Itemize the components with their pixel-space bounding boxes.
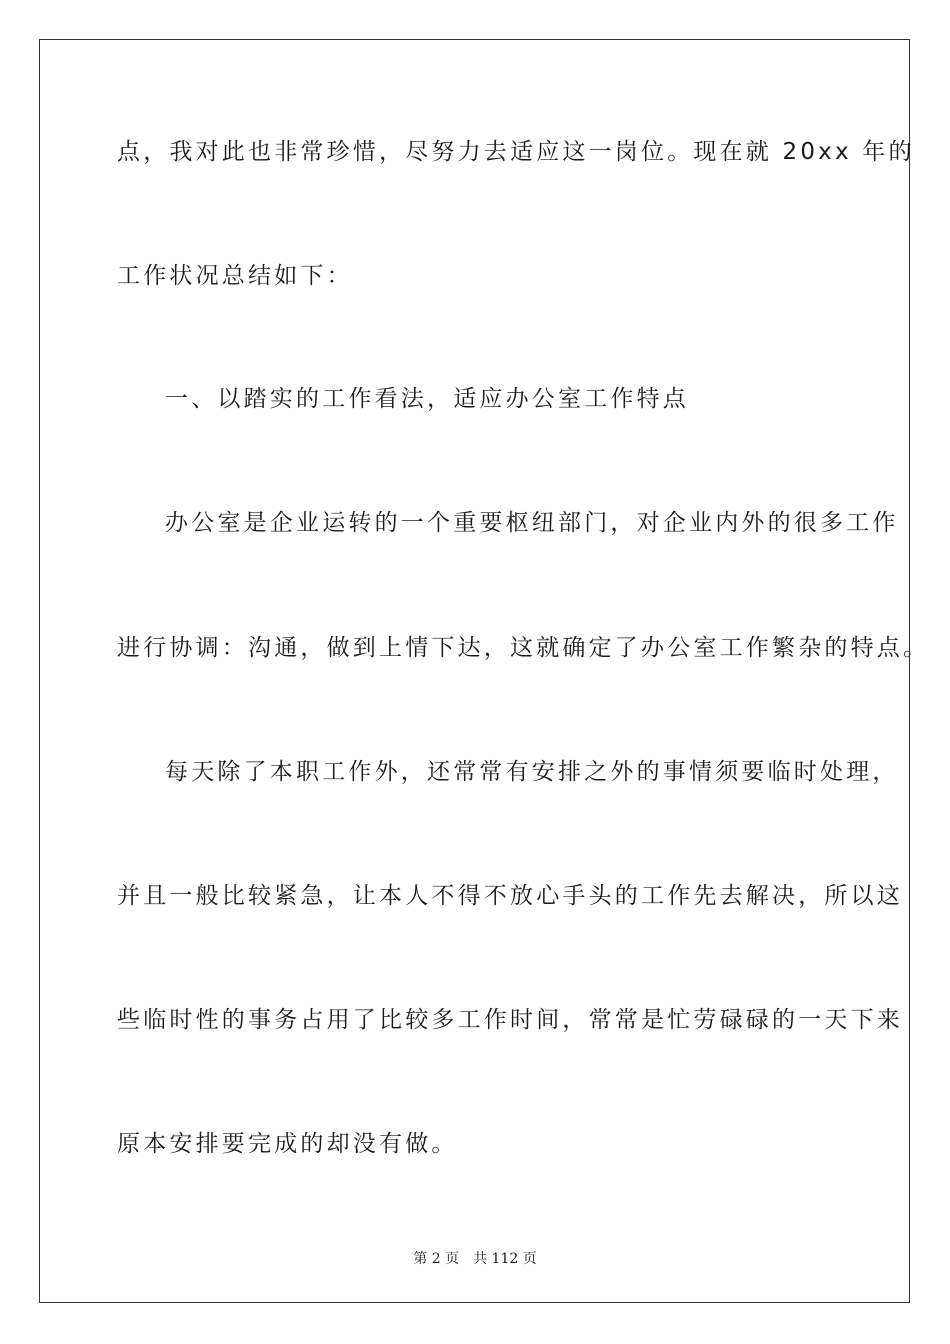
total-pages: 共 112 页 [473,1251,537,1267]
body-text-line-3: 办公室是企业运转的一个重要枢纽部门，对企业内外的很多工作 [165,510,899,536]
page-number: 第 2 页 [413,1251,460,1267]
body-text-line-4: 进行协调：沟通，做到上情下达，这就确定了办公室工作繁杂的特点。 [117,635,930,661]
page-footer [0,1248,950,1268]
page-border [39,39,910,1303]
body-text-line-7: 些临时性的事务占用了比较多工作时间，常常是忙劳碌碌的一天下来 [117,1007,903,1033]
body-text-line-5: 每天除了本职工作外，还常常有安排之外的事情须要临时处理， [165,759,899,785]
body-text-line-1: 点，我对此也非常珍惜，尽努力去适应这一岗位。现在就 20xx 年的 [117,139,915,165]
body-text-line-6: 并且一般比较紧急，让本人不得不放心手头的工作先去解决，所以这 [117,883,903,909]
body-text-line-2: 工作状况总结如下： [117,263,353,289]
body-text-line-8: 原本安排要完成的却没有做。 [117,1131,458,1157]
section-heading: 一、以踏实的工作看法，适应办公室工作特点 [165,386,689,412]
